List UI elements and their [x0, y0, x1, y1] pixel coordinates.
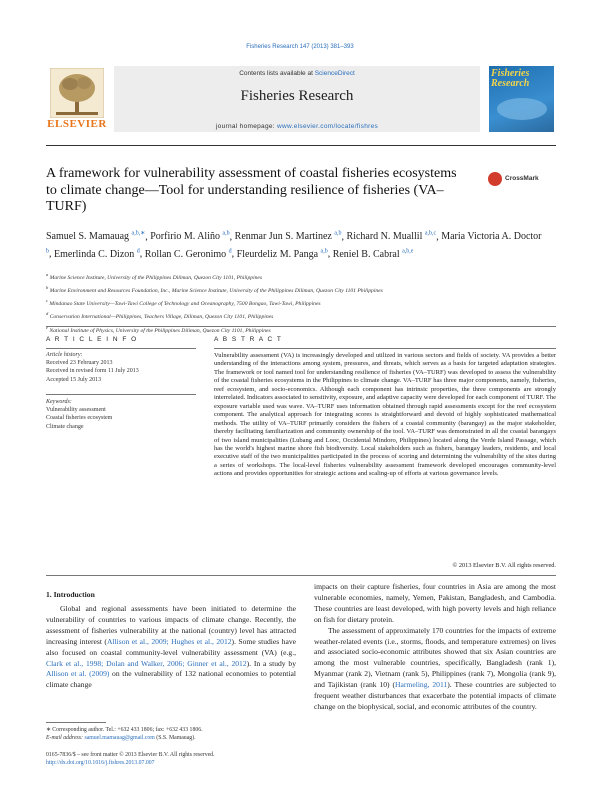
keyword: Coastal fisheries ecosystem: [46, 415, 113, 422]
author: Renmar Jun S. Martinez $^{a,b}$: [234, 231, 342, 243]
affiliation: $^b$ Marine Environment and Resources Foundation, Inc., Marine Science Institute, University of the Philippines Diliman, Quezon City 1101 Philippines: [46, 285, 383, 295]
header-rule: [46, 145, 556, 146]
history-item: Received 23 February 2013: [46, 360, 113, 367]
cover-title-line2: Research: [491, 78, 530, 89]
section-heading-introduction: 1. Introduction: [46, 590, 95, 599]
article-history: [46, 351, 196, 384]
homepage-prefix: journal homepage:: [215, 123, 277, 130]
citation-link[interactable]: Allison et al., 2009; Hughes et al., 2012: [106, 636, 232, 646]
keywords-rule: [46, 394, 196, 395]
doi-link[interactable]: http://dx.doi.org/10.1016/j.fishres.2013.07.007: [46, 760, 155, 766]
abstract-copyright: © 2013 Elsevier B.V. All rights reserved.: [452, 562, 556, 569]
elsevier-tree-icon: [50, 68, 104, 118]
author-list: Samuel S. Mamauag $^{a,b,∗}$, Porfirio M. Aliño $^{a,b}$, Renmar Jun S. Martinez $^{a,b}$, Richard N. Muallil $^{a,b,c}$, Maria Victoria A. Doctor $^b$, Emerlinda C. Dizon $^d$, Rollan C. Geronimo $^d$, Fleurdeliz M. Panga $^{a,b}$, Reniel B. Cabral $^{a,b,e}$: [46, 231, 542, 260]
cover-fish-graphic: [497, 98, 547, 120]
article-title: A framework for vulnerability assessment of coastal fisheries ecosystems to climate change—Tool for understanding resilience of fisheries (VA–TURF): [46, 166, 457, 214]
citation-link[interactable]: Clark et al., 1998; Dolan and Walker, 2006; Ginner et al., 2012: [46, 658, 247, 668]
affiliation: $^c$ Mindanao State University—Tawi-Tawi College of Technology and Oceanography, 7500 Bongao, Tawi-Tawi, Philippines: [46, 298, 321, 308]
history-item: Received in revised form 11 July 2013: [46, 368, 139, 375]
intro-column-1: Global and regional assessments have been initiated to determine the vulnerability of countries to various impacts of climate change. Recently, the assessment of fisheries vulnerability at the national (country) level has attracted increasing interest (Allison et al., 2009; Hughes et al., 2012). Some studies have also focused on coastal community-level vulnerability assessment (VA) (e.g., Clark et al., 1998; Dolan and Walker, 2006; Ginner et al., 2012). In a study by Allison et al. (2009) on the vulnerability of 132 national economies to potential climate change: [46, 604, 296, 690]
intro-column-2: [314, 582, 556, 713]
affiliation: $^e$ National Institute of Physics, University of the Philippines Diliman, Quezon City 1101, Philippines: [46, 324, 271, 334]
crossmark-icon[interactable]: [488, 172, 502, 186]
homepage-link[interactable]: www.elsevier.com/locate/fishres: [277, 123, 379, 130]
footnote-issn: 0165-7836/$ – see front matter © 2013 Elsevier B.V. All rights reserved. http://dx.doi.org/10.1016/j.fishres.2013.07.007: [46, 751, 346, 767]
paragraph: The assessment of approximately 170 countries for the impacts of extreme weather-related events (i.e., storms, floods, and temperature extremes) on lives and associated socio-economic attributes showed that six Asian countries are among the most vulnerable countries, specifically, Bangladesh (rank 1), Myanmar (rank 2), Vietnam (rank 5), Philippines (rank 7), Mongolia (rank 9), and Tajikistan (rank 10) (Harmeling, 2011). These countries are subjected to frequent weather disturbances that exacerbate the potential impacts of climate change on the biophysical, social, and economic attributes of the country.: [314, 625, 556, 711]
citation-link[interactable]: Allison et al. (2009): [46, 669, 110, 679]
journal-homepage: [114, 123, 480, 130]
cover-title-line1: Fisheries: [491, 68, 530, 79]
email-link[interactable]: samuel.mamauag@gmail.com: [84, 735, 155, 741]
journal-title: Fisheries Research: [240, 88, 354, 104]
keyword: Vulnerability assessment: [46, 407, 106, 414]
history-label: Article history:: [46, 352, 83, 358]
article-info-rule: [46, 348, 196, 349]
sciencedirect-link[interactable]: ScienceDirect: [314, 70, 355, 77]
crossmark-label[interactable]: CrossMark: [505, 175, 539, 182]
author: Maria Victoria A. Doctor $^b$: [46, 231, 542, 255]
article-info-heading: A R T I C L E I N F O: [46, 336, 138, 343]
author: Reniel B. Cabral $^{a,b,e}$: [332, 248, 414, 260]
author: Rollan C. Geronimo $^d$: [144, 248, 232, 260]
keywords-label: Keywords:: [46, 399, 72, 405]
contents-line: [114, 70, 480, 77]
keywords: [46, 398, 196, 431]
author: Emerlinda C. Dizon $^d$: [54, 248, 140, 260]
paragraph: impacts on their capture fisheries, four countries in Asia are among the most vulnerable economies, namely, Yemen, Pakistan, Bangladesh, and Cambodia. These countries are least developed, with high poverty levels and high reliance on fish for dietary protein.: [314, 582, 556, 624]
abstract-end-rule: [46, 575, 556, 576]
author: Samuel S. Mamauag $^{a,b,∗}$: [46, 231, 146, 243]
author: Fleurdeliz M. Panga $^{a,b}$: [236, 248, 328, 260]
affiliation-rule: [46, 326, 556, 327]
cover-title: [491, 69, 553, 89]
contents-prefix: Contents lists available at: [239, 70, 315, 77]
history-item: Accepted 15 July 2013: [46, 376, 102, 383]
affiliation: $^d$ Conservation International—Philippines, Teachers Village, Diliman, Quezon City 1101, Philippines: [46, 311, 274, 321]
author: Porfirio M. Aliño $^{a,b}$: [150, 231, 230, 243]
affiliation: $^a$ Marine Science Institute, University of the Philippines Diliman, Quezon City 1101, Philippines: [46, 272, 263, 281]
footnote-rule: [46, 722, 106, 723]
footnote-corresponding: ∗ Corresponding author. Tel.: +632 433 1806; fax: +632 433 1806. E-mail address: samuel.mamauag@gmail.com (S.S. Mamauag).: [46, 727, 203, 741]
keyword: Climate change: [46, 423, 84, 430]
abstract-text: Vulnerability assessment (VA) is increasingly developed and utilized in various sectors and fields of society. VA provides a better understanding of the interactions among system, pressures, and threats, which serves as a basis for targeted adaptation strategies. The framework or tool named tool for understanding resilience of fisheries (VA–TURF) was developed to assess the vulnerability of the coastal fisheries ecosystems in the Philippines to climate change. VA–TURF has three major components, namely, fisheries, reef ecosystem, and socio-economics. Although each component has intrinsic properties, the three components are strongly interrelated. Indicators associated to sensitivity, exposure, and adaptive capacity were developed for each component of TURF. The exposure variable used was wave. VA–TURF uses information obtained through rapid assessments except for the reef ecosystem component. The analytical approach for integrating scores is straightforward and devoid of highly sophisticated mathematical methods. The utility of VA–TURF primarily considers the fishers of a coastal community (barangay) as the major stakeholder, thereby facilitating familiarization and community ownership of the tool. VA–TURF was demonstrated in all the coastal barangays of two island municipalities (Lubang and Looc, Occidental Mindoro, Philippines) located along the Verde Island Passage, which has the world's highest marine shore fish biodiversity. Local stakeholders such as fishers, barangay leaders, residents, and local executive staff of the two municipalities participated in the process of scoring and determining the vulnerability of the sites during a series of workshops. The local-level fisheries vulnerability assessment framework developed encourages community-level actions and provides opportunities for strategic actions and scaling-up of efforts at various governance levels.: [214, 352, 556, 478]
journal-citation[interactable]: Fisheries Research 147 (2013) 381–393: [246, 44, 354, 50]
abstract-heading: A B S T R A C T: [214, 336, 283, 343]
author: Richard N. Muallil $^{a,b,c}$: [346, 231, 437, 243]
citation-link[interactable]: Harmeling, 2011: [395, 680, 448, 690]
abstract-rule: [214, 348, 556, 349]
publisher-logo-text: ELSEVIER: [47, 118, 107, 130]
